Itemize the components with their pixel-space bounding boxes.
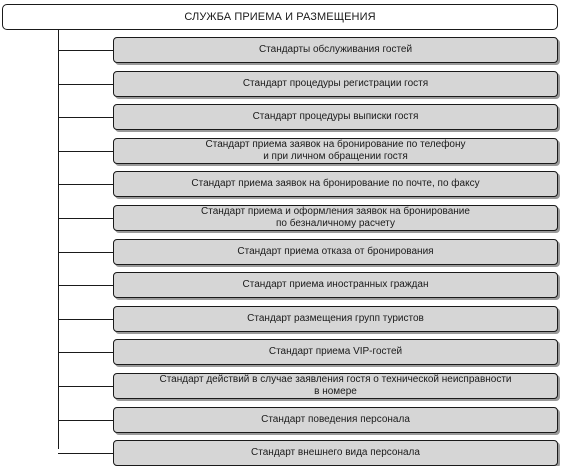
connector-line [58, 84, 114, 85]
child-node-label: Стандарт процедуры регистрации гостя [242, 78, 429, 89]
connector-line [58, 218, 114, 219]
child-node [113, 171, 558, 197]
child-node [113, 339, 558, 365]
connector-line [58, 386, 114, 387]
connector-line [58, 319, 114, 320]
child-node-label: Стандарт внешнего вида персонала [251, 447, 420, 458]
connector-line [58, 352, 114, 353]
child-node-label: Стандарт приема и оформления заявок на бронирование по безналичному расчету [201, 206, 470, 229]
child-node-label: Стандарты обслуживания гостей [258, 44, 413, 55]
child-node-label: Стандарт приема отказа от бронирования [237, 246, 434, 257]
connector-line [58, 50, 114, 51]
child-node [113, 71, 558, 97]
child-node-label: Стандарт приема VIP-гостей [268, 346, 403, 357]
child-node-label: Стандарт приема заявок на бронирование по телефону и при личном обращении гостя [205, 139, 466, 162]
child-node-label: Стандарт приема иностранных граждан [242, 279, 429, 290]
root-node [2, 4, 558, 30]
child-node [113, 239, 558, 265]
root-node-label: СЛУЖБА ПРИЕМА И РАЗМЕЩЕНИЯ [184, 11, 376, 23]
connector-line [58, 151, 114, 152]
child-node-label: Стандарт поведения персонала [261, 414, 410, 425]
connector-line [58, 420, 114, 421]
connector-line [58, 252, 114, 253]
connector-line [58, 117, 114, 118]
child-node [113, 440, 558, 466]
child-node [113, 104, 558, 130]
child-node-label: Стандарт размещения групп туристов [247, 313, 424, 324]
child-node [113, 373, 558, 399]
connector-line [58, 184, 114, 185]
connector-line [58, 453, 114, 454]
child-node [113, 306, 558, 332]
child-node [113, 272, 558, 298]
child-node-label: Стандарт процедуры выписки гостя [252, 111, 419, 122]
child-node [113, 37, 558, 63]
child-node [113, 205, 558, 231]
child-node-label: Стандарт действий в случае заявления гостя о технической неисправности в номере [159, 374, 512, 397]
child-node-label: Стандарт приема заявок на бронирование по почте, по факсу [191, 178, 480, 189]
child-node [113, 138, 558, 164]
connector-line [58, 285, 114, 286]
child-node [113, 407, 558, 433]
